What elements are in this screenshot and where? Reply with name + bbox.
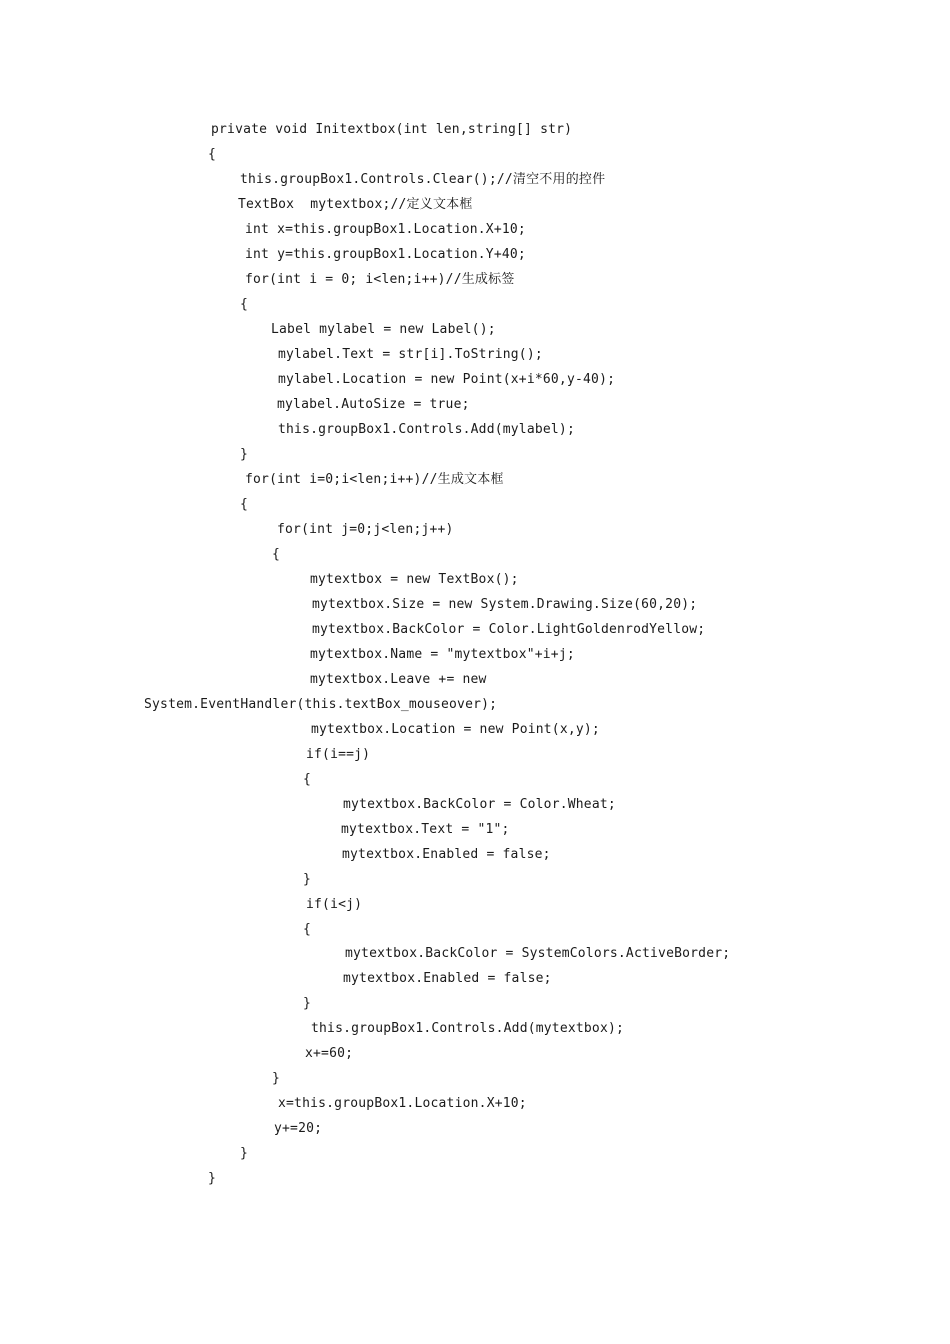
code-line: mytextbox.Enabled = false; — [343, 971, 552, 986]
code-line: Label mylabel = new Label(); — [271, 322, 496, 337]
code-line: mytextbox.Size = new System.Drawing.Size(60,20); — [312, 597, 698, 612]
code-line: mytextbox = new TextBox(); — [310, 572, 519, 587]
code-line: mytextbox.Enabled = false; — [342, 847, 551, 862]
code-line: } — [208, 1171, 217, 1186]
code-line: } — [303, 872, 312, 887]
code-line: { — [303, 772, 312, 787]
code-line: for(int i = 0; i<len;i++)//生成标签 — [245, 272, 515, 287]
code-line: mytextbox.BackColor = SystemColors.ActiveBorder; — [345, 946, 731, 961]
code-line: mytextbox.Leave += new — [310, 672, 487, 687]
code-line: mytextbox.BackColor = Color.Wheat; — [343, 797, 616, 812]
code-line: { — [272, 547, 281, 562]
code-line: int x=this.groupBox1.Location.X+10; — [245, 222, 526, 237]
code-line: int y=this.groupBox1.Location.Y+40; — [245, 247, 526, 262]
code-line: { — [240, 297, 249, 312]
code-line: this.groupBox1.Controls.Add(mytextbox); — [311, 1021, 625, 1036]
code-line: for(int i=0;i<len;i++)//生成文本框 — [245, 472, 504, 487]
code-line: mylabel.AutoSize = true; — [277, 397, 470, 412]
code-line: if(i==j) — [306, 747, 371, 762]
code-line: mytextbox.BackColor = Color.LightGoldenrodYellow; — [312, 622, 706, 637]
code-line: mytextbox.Text = "1"; — [341, 822, 510, 837]
code-line: if(i<j) — [306, 897, 363, 912]
code-line: this.groupBox1.Controls.Clear();//清空不用的控件 — [240, 172, 606, 187]
code-line: } — [303, 996, 312, 1011]
code-line: this.groupBox1.Controls.Add(mylabel); — [278, 422, 575, 437]
code-line: x+=60; — [305, 1046, 354, 1061]
code-line: } — [272, 1071, 281, 1086]
code-line: } — [240, 447, 249, 462]
code-line: } — [240, 1146, 249, 1161]
code-line: { — [303, 922, 312, 937]
code-line: mylabel.Location = new Point(x+i*60,y-40); — [278, 372, 616, 387]
code-line: mylabel.Text = str[i].ToString(); — [278, 347, 543, 362]
code-line: TextBox mytextbox;//定义文本框 — [238, 197, 473, 212]
code-line: { — [208, 147, 217, 162]
code-line: x=this.groupBox1.Location.X+10; — [278, 1096, 527, 1111]
code-line: { — [240, 497, 249, 512]
code-line: mytextbox.Name = "mytextbox"+i+j; — [310, 647, 575, 662]
code-line: y+=20; — [274, 1121, 323, 1136]
code-line: private void Initextbox(int len,string[] str) — [211, 122, 573, 137]
code-line: for(int j=0;j<len;j++) — [277, 522, 454, 537]
code-line: System.EventHandler(this.textBox_mouseover); — [144, 697, 498, 712]
code-line: mytextbox.Location = new Point(x,y); — [311, 722, 600, 737]
